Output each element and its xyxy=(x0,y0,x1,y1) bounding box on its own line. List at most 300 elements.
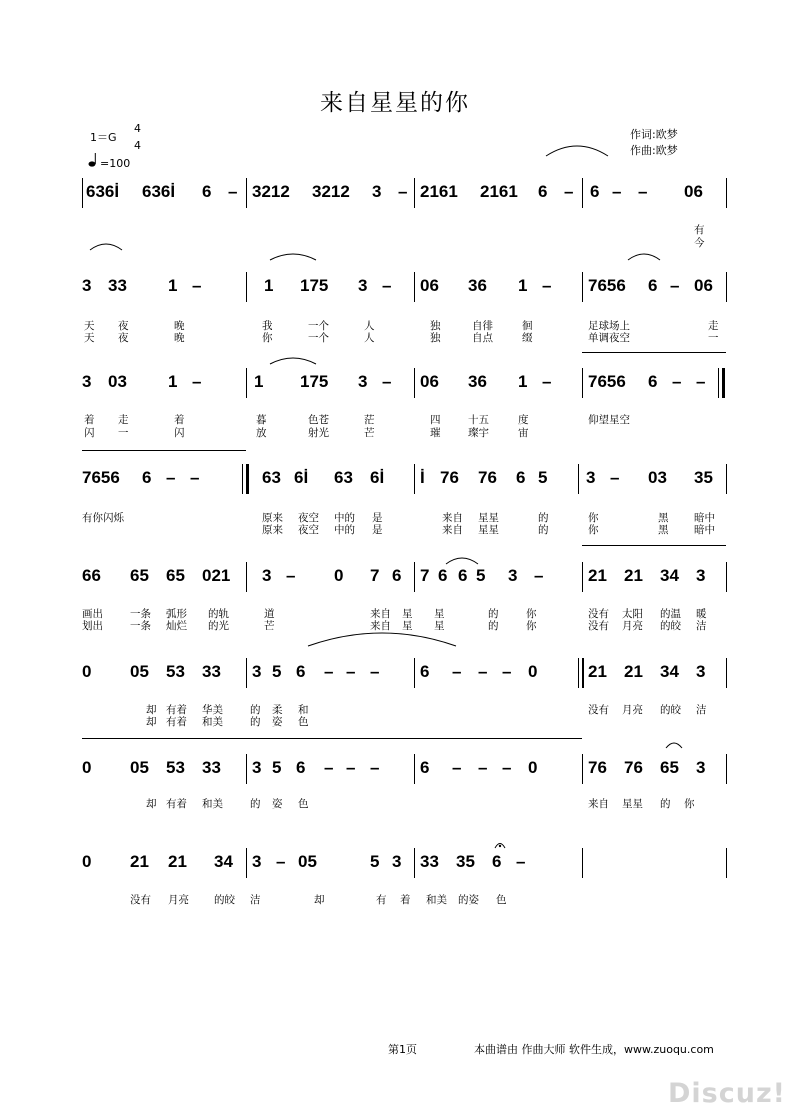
composer-credit: 作曲:欧梦 xyxy=(630,144,678,157)
lyric: 却 xyxy=(146,704,157,716)
lyric: 你 xyxy=(262,332,273,344)
lyric: 姿 xyxy=(272,716,283,728)
lyric: 星星 xyxy=(622,798,643,810)
lyric: 的 xyxy=(488,620,499,632)
slur xyxy=(444,552,480,566)
lyric: 却 xyxy=(146,716,157,728)
note-group: 66 xyxy=(82,566,101,585)
note-group: 21 xyxy=(588,566,607,585)
lyric: 是 xyxy=(372,512,383,524)
barline xyxy=(578,658,579,688)
lyric: 姿 xyxy=(272,798,283,810)
song-title: 来自星星的你 xyxy=(320,90,470,116)
lyric: 没有 xyxy=(588,608,609,620)
note: 1 xyxy=(168,276,178,295)
lyric: 星 xyxy=(402,608,413,620)
lyric: 徊 xyxy=(522,320,533,332)
lyric: 夜 xyxy=(118,332,129,344)
lyric: 的 xyxy=(538,524,549,536)
note-group: 6İ xyxy=(294,468,309,487)
time-signature-bottom: 4 xyxy=(134,139,141,152)
lyric-line-2: 今 xyxy=(694,237,705,249)
lyric: 的皎 xyxy=(660,620,681,632)
barline xyxy=(578,464,579,494)
lyric: 夜空 xyxy=(298,524,319,536)
lyric: 原来 xyxy=(262,512,283,524)
lyric: 着 xyxy=(174,414,185,426)
note-group: 33 xyxy=(202,662,221,681)
lyric: 是 xyxy=(372,524,383,536)
dash: – xyxy=(696,372,706,391)
lyric: 的温 xyxy=(660,608,681,620)
barline xyxy=(414,464,415,494)
barline xyxy=(582,272,583,302)
note-group: 63 xyxy=(262,468,281,487)
note: 7 xyxy=(420,566,430,585)
lyric: 洁 xyxy=(696,704,707,716)
lyric: 来自 xyxy=(442,512,463,524)
note-group: 2161 xyxy=(480,182,518,201)
dash: – xyxy=(672,372,682,391)
lyric: 独 xyxy=(430,332,441,344)
dash: – xyxy=(612,182,622,201)
rest: 0 xyxy=(528,662,538,681)
lyric: 的 xyxy=(488,608,499,620)
lyric: 月亮 xyxy=(622,704,643,716)
barline xyxy=(582,368,583,398)
score-system-6 xyxy=(82,658,732,730)
barline xyxy=(414,562,415,592)
lyric: 一个 xyxy=(308,320,329,332)
note-group: 35 xyxy=(694,468,713,487)
lyric: 没有 xyxy=(588,704,609,716)
note-group: 175 xyxy=(300,276,329,295)
lyric: 有着 xyxy=(166,704,187,716)
tie xyxy=(306,626,458,648)
dash: – xyxy=(638,182,648,201)
dash: – xyxy=(502,662,512,681)
dash: – xyxy=(478,662,488,681)
lyric: 射光 xyxy=(308,427,329,439)
barline xyxy=(414,272,415,302)
lyric: 柔 xyxy=(272,704,283,716)
barline xyxy=(726,562,727,592)
note: 6 xyxy=(392,566,402,585)
barline xyxy=(726,272,727,302)
barline xyxy=(246,178,247,208)
note: 3 xyxy=(508,566,518,585)
lyric: 晚 xyxy=(174,332,185,344)
barline xyxy=(414,368,415,398)
note-group: 06 xyxy=(694,276,713,295)
note-group: 7656 xyxy=(82,468,120,487)
lyric: 仰望星空 xyxy=(588,414,630,426)
lyric-line-1: 有 xyxy=(694,224,705,236)
lyric: 宙 xyxy=(518,427,529,439)
note: 6 xyxy=(202,182,212,201)
lyric: 一条 xyxy=(130,608,151,620)
note: 5 xyxy=(370,852,380,871)
slur xyxy=(626,248,662,262)
barline xyxy=(82,178,83,208)
note-group: 06 xyxy=(420,276,439,295)
barline xyxy=(726,754,727,784)
note-group: 2161 xyxy=(420,182,458,201)
barline xyxy=(414,754,415,784)
note: 3 xyxy=(262,566,272,585)
lyric: 有着 xyxy=(166,716,187,728)
dash: – xyxy=(370,662,380,681)
note: İ xyxy=(420,468,425,487)
lyric: 和美 xyxy=(426,894,447,906)
note: 6 xyxy=(516,468,526,487)
lyric: 天 xyxy=(84,332,95,344)
lyric: 道 xyxy=(264,608,275,620)
lyric: 的 xyxy=(250,716,261,728)
note-group: 33 xyxy=(202,758,221,777)
lyric: 暗中 xyxy=(694,524,715,536)
slur xyxy=(268,352,318,366)
dash: – xyxy=(192,372,202,391)
note-group: 21 xyxy=(168,852,187,871)
barline xyxy=(582,754,583,784)
lyric: 洁 xyxy=(250,894,261,906)
lyric: 一 xyxy=(118,427,129,439)
lyric: 没有 xyxy=(588,620,609,632)
note-group: 06 xyxy=(420,372,439,391)
note-group: 65 xyxy=(130,566,149,585)
lyric: 色苍 xyxy=(308,414,329,426)
lyric: 人 xyxy=(364,320,375,332)
lyric: 一条 xyxy=(130,620,151,632)
lyric: 画出 xyxy=(82,608,103,620)
note-group: 05 xyxy=(130,662,149,681)
note: 3 xyxy=(358,276,368,295)
dash: – xyxy=(452,758,462,777)
lyric: 的 xyxy=(250,704,261,716)
note-group: 05 xyxy=(298,852,317,871)
note-group: 76 xyxy=(588,758,607,777)
barline xyxy=(246,754,247,784)
lyric: 暗中 xyxy=(694,512,715,524)
barline xyxy=(582,848,583,878)
lyric: 的 xyxy=(660,798,671,810)
lyric: 洁 xyxy=(696,620,707,632)
barline xyxy=(246,562,247,592)
lyric: 和 xyxy=(298,704,309,716)
dash: – xyxy=(382,276,392,295)
quarter-note-icon xyxy=(88,152,100,172)
lyric: 月亮 xyxy=(168,894,189,906)
barline xyxy=(246,848,247,878)
note: 0 xyxy=(82,758,92,777)
dash: – xyxy=(190,468,200,487)
lyric: 华美 xyxy=(202,704,223,716)
slur xyxy=(88,238,128,252)
volta-bracket xyxy=(82,450,246,451)
barline xyxy=(414,848,415,878)
note-group: 53 xyxy=(166,662,185,681)
lyric: 璀 xyxy=(430,427,441,439)
barline xyxy=(246,658,247,688)
dash: – xyxy=(542,276,552,295)
dash: – xyxy=(610,468,620,487)
lyric: 你 xyxy=(588,524,599,536)
note: 3 xyxy=(372,182,382,201)
dash: – xyxy=(516,852,526,871)
dash: – xyxy=(228,182,238,201)
lyric: 的 xyxy=(250,798,261,810)
note-group: 36 xyxy=(468,276,487,295)
lyric: 和美 xyxy=(202,798,223,810)
lyric: 自徘 xyxy=(472,320,493,332)
note: 3 xyxy=(252,852,262,871)
note: 6 xyxy=(296,758,306,777)
barline xyxy=(582,562,583,592)
slur xyxy=(664,738,684,750)
lyric: 十五 xyxy=(468,414,489,426)
note: 3 xyxy=(696,566,706,585)
lyric: 星 xyxy=(434,620,445,632)
lyric: 划出 xyxy=(82,620,103,632)
lyric: 闪 xyxy=(84,427,95,439)
note-group: 636İ xyxy=(142,182,176,201)
lyric: 有 xyxy=(376,894,387,906)
note: 6 xyxy=(538,182,548,201)
dash: – xyxy=(286,566,296,585)
note: 7 xyxy=(370,566,380,585)
score-system-2 xyxy=(82,272,732,344)
note-group: 21 xyxy=(130,852,149,871)
dash: – xyxy=(166,468,176,487)
note-group: 21 xyxy=(624,662,643,681)
lyric: 足球场上 xyxy=(588,320,630,332)
lyric: 中的 xyxy=(334,524,355,536)
note-group: 53 xyxy=(166,758,185,777)
note: 3 xyxy=(586,468,596,487)
lyric: 芒 xyxy=(264,620,275,632)
barline xyxy=(242,464,243,494)
note-group: 35 xyxy=(456,852,475,871)
note: 5 xyxy=(476,566,486,585)
lyric: 弧形 xyxy=(166,608,187,620)
lyric: 的皎 xyxy=(214,894,235,906)
note: 3 xyxy=(82,372,92,391)
lyric: 走 xyxy=(118,414,129,426)
lyric: 色 xyxy=(298,798,309,810)
note: 6 xyxy=(420,662,430,681)
note: 3 xyxy=(696,662,706,681)
barline xyxy=(246,368,247,398)
lyric: 你 xyxy=(526,620,537,632)
note: 5 xyxy=(272,662,282,681)
note-group: 63 xyxy=(334,468,353,487)
note-group: 03 xyxy=(648,468,667,487)
dash: – xyxy=(542,372,552,391)
dash: – xyxy=(276,852,286,871)
dash: – xyxy=(346,758,356,777)
note: 6 xyxy=(458,566,468,585)
dash: – xyxy=(534,566,544,585)
note-group: 7656 xyxy=(588,372,626,391)
volta-bracket xyxy=(582,352,726,353)
lyric: 没有 xyxy=(130,894,151,906)
lyric: 单调夜空 xyxy=(588,332,630,344)
note-group: 636İ xyxy=(86,182,120,201)
lyric: 却 xyxy=(314,894,325,906)
note-group: 33 xyxy=(420,852,439,871)
note-group: 175 xyxy=(300,372,329,391)
note-group: 21 xyxy=(624,566,643,585)
lyric: 却 xyxy=(146,798,157,810)
note: 5 xyxy=(538,468,548,487)
dash: – xyxy=(324,662,334,681)
dash: – xyxy=(324,758,334,777)
note-group: 03 xyxy=(108,372,127,391)
lyric: 走 xyxy=(708,320,719,332)
lyric: 暖 xyxy=(696,608,707,620)
dash: – xyxy=(452,662,462,681)
barline xyxy=(582,178,583,208)
lyric: 的 xyxy=(538,512,549,524)
barline xyxy=(246,272,247,302)
note-group: 06 xyxy=(684,182,703,201)
lyric: 你 xyxy=(684,798,695,810)
time-signature-top: 4 xyxy=(134,122,141,135)
note: 1 xyxy=(168,372,178,391)
note-group: 36 xyxy=(468,372,487,391)
lyric: 着 xyxy=(400,894,411,906)
lyric: 星 xyxy=(402,620,413,632)
slur xyxy=(268,248,318,262)
note: 1 xyxy=(254,372,264,391)
volta-bracket xyxy=(82,738,582,739)
lyric: 黑 xyxy=(658,512,669,524)
lyric: 色 xyxy=(298,716,309,728)
lyric: 有着 xyxy=(166,798,187,810)
note: 3 xyxy=(252,758,262,777)
page-number: 第1页 xyxy=(388,1043,417,1056)
note-group: 34 xyxy=(660,662,679,681)
lyric: 我 xyxy=(262,320,273,332)
lyric: 来自 xyxy=(370,620,391,632)
dash: – xyxy=(192,276,202,295)
note: 3 xyxy=(82,276,92,295)
dash: – xyxy=(370,758,380,777)
lyric: 你 xyxy=(588,512,599,524)
repeat-barline xyxy=(582,658,584,688)
generator-credit: 本曲谱由 作曲大师 软件生成，www.zuoqu.com xyxy=(474,1043,714,1056)
dash: – xyxy=(670,276,680,295)
tempo-mark: =100 xyxy=(100,157,131,170)
lyric: 来自 xyxy=(588,798,609,810)
barline xyxy=(726,464,727,494)
fermata-icon xyxy=(494,834,506,853)
slur xyxy=(542,140,612,160)
rest: 0 xyxy=(528,758,538,777)
lyric: 闪 xyxy=(174,427,185,439)
score-system-1 xyxy=(82,178,732,258)
dash: – xyxy=(478,758,488,777)
note-group: 76 xyxy=(624,758,643,777)
note: 6 xyxy=(648,276,658,295)
barline xyxy=(414,658,415,688)
repeat-barline xyxy=(246,464,249,494)
note: 6 xyxy=(420,758,430,777)
dash: – xyxy=(502,758,512,777)
lyric: 的皎 xyxy=(660,704,681,716)
note-group: 76 xyxy=(478,468,497,487)
note-group: 65 xyxy=(166,566,185,585)
lyric: 星星 xyxy=(478,512,499,524)
note-group: 34 xyxy=(214,852,233,871)
note: 0 xyxy=(82,662,92,681)
lyric: 天 xyxy=(84,320,95,332)
note-group: 34 xyxy=(660,566,679,585)
lyric: 来自 xyxy=(370,608,391,620)
note-group: 65 xyxy=(660,758,679,777)
lyric: 暮 xyxy=(256,414,267,426)
score-system-8 xyxy=(82,848,732,912)
note: 1 xyxy=(518,372,528,391)
note: 6 xyxy=(590,182,600,201)
score-system-3 xyxy=(82,368,732,444)
lyric: 黑 xyxy=(658,524,669,536)
dash: – xyxy=(398,182,408,201)
barline xyxy=(726,178,727,208)
lyric: 璨宇 xyxy=(468,427,489,439)
note: 3 xyxy=(358,372,368,391)
barline xyxy=(726,848,727,878)
barline xyxy=(726,658,727,688)
lyric: 一个 xyxy=(308,332,329,344)
note: 6 xyxy=(648,372,658,391)
lyric: 着 xyxy=(84,414,95,426)
lyric: 人 xyxy=(364,332,375,344)
lyric: 独 xyxy=(430,320,441,332)
note-group: 76 xyxy=(440,468,459,487)
note-group: 021 xyxy=(202,566,231,585)
note: 6 xyxy=(142,468,152,487)
lyric: 你 xyxy=(526,608,537,620)
score-system-4 xyxy=(82,464,732,536)
lyric: 放 xyxy=(256,427,267,439)
lyric: 和美 xyxy=(202,716,223,728)
dash: – xyxy=(346,662,356,681)
key-signature: 1＝G xyxy=(90,131,117,144)
barline xyxy=(718,368,719,398)
note: 6 xyxy=(296,662,306,681)
lyric: 月亮 xyxy=(622,620,643,632)
note: 3 xyxy=(696,758,706,777)
lyricist-credit: 作词:欧梦 xyxy=(630,128,678,141)
note-group: 05 xyxy=(130,758,149,777)
note: 3 xyxy=(252,662,262,681)
note: 6 xyxy=(492,852,502,871)
note-group: 21 xyxy=(588,662,607,681)
lyric: 夜空 xyxy=(298,512,319,524)
lyric: 中的 xyxy=(334,512,355,524)
lyric: 度 xyxy=(518,414,529,426)
score-system-5 xyxy=(82,562,732,634)
lyric: 的姿 xyxy=(458,894,479,906)
lyric: 太阳 xyxy=(622,608,643,620)
lyric: 色 xyxy=(496,894,507,906)
end-barline xyxy=(722,368,725,398)
note: 1 xyxy=(264,276,274,295)
note-group: 33 xyxy=(108,276,127,295)
dash: – xyxy=(382,372,392,391)
